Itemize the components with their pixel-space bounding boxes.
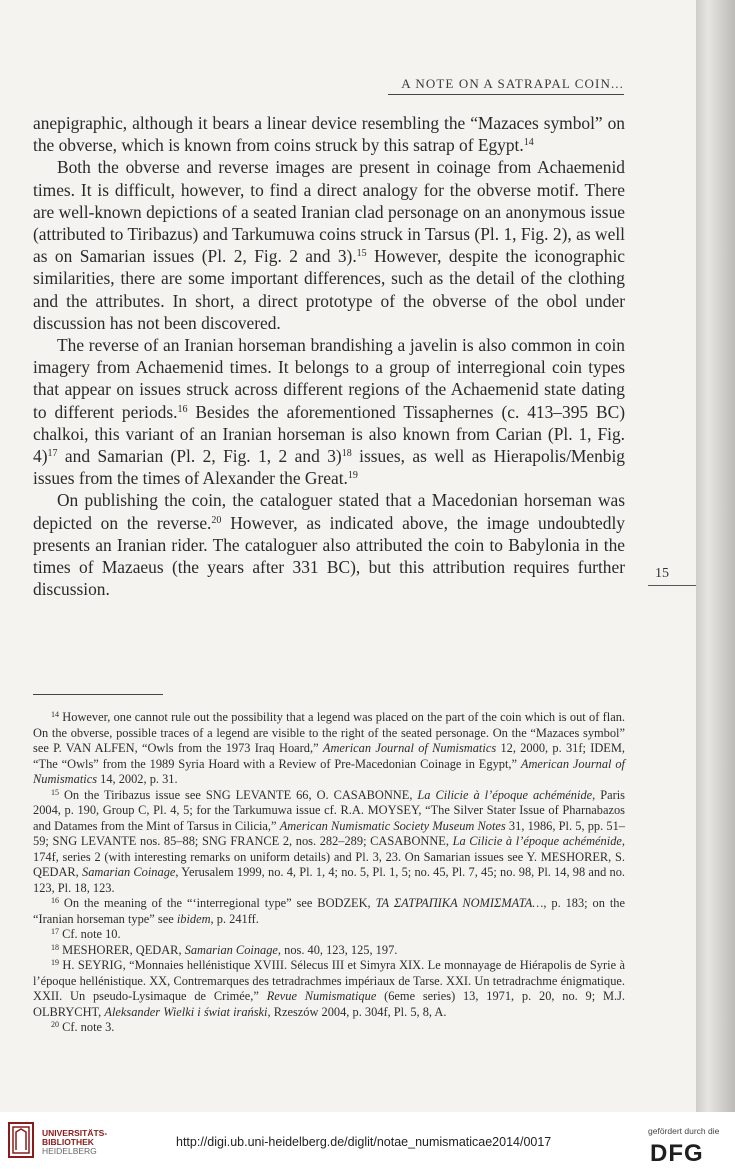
paragraph-text: Besides the aforementioned Tissaphernes (c. 413–395 BC) chalkoi, this variant of an Iranian horseman is also known from Carian (Pl. 1, Fig. 4): [33, 401, 626, 467]
footnote-text: 12, 2000, p. 31f; IDEM, “The “Owls” from the 1989 Syria Hoard with a Review of Pre-Macedonian Coinage in Egypt,”: [33, 741, 625, 771]
page-number-rule: [648, 585, 696, 586]
footnote-text: On the Tiribazus issue see SNG LEVANTE 66, O. CASABONNE,: [59, 787, 418, 802]
paragraph-text: The reverse of an Iranian horseman brandishing a javelin is also common in coin imagery from Achaemenid times. It belongs to a group of interregional coin types that appear on issues struck across different regions of the Achaemenid state dating to different periods.: [33, 335, 625, 422]
footnote-title: ibidem: [176, 911, 211, 926]
footnote-title: Revue Numismatique: [266, 989, 377, 1003]
footnote-ref[interactable]: 19: [347, 470, 358, 482]
footnote-text: On the meaning of the “‘interregional type” see BODZEK,: [59, 896, 376, 910]
paragraph-text: anepigraphic, although it bears a linear device resembling the “Mazaces symbol” on the obverse, which is known from coins struck by this satrap of Egypt.: [33, 113, 625, 156]
university-seal-icon[interactable]: [8, 1122, 34, 1158]
footnote-ref[interactable]: 20: [211, 514, 222, 526]
footnote-title: Samarian Coinage: [184, 942, 278, 957]
footnote-title: American Journal of Numismatics: [33, 756, 625, 786]
body-text: [33, 112, 625, 600]
footnote-text: However, one cannot rule out the possibility that a legend was placed on the part of the coin which is out of flan. On the obverse, possible traces of a legend are visible to the right of the seated personage. On the “Mazaces symbol” see P. VAN ALFEN, “Owls from the 1973 Iraq Hoard,”: [33, 710, 625, 755]
footnote-ref[interactable]: 18: [341, 448, 352, 460]
footnote-number: 19: [51, 958, 59, 967]
header-rule: [388, 94, 624, 95]
footnote-title: Aleksander Wielki i świat irański: [104, 1004, 268, 1019]
footnote-text: , p. 241ff.: [210, 911, 259, 926]
footnote-14: [33, 710, 625, 788]
footnote-text: , Yerusalem 1999, no. 4, Pl. 1, 4; no. 5, Pl. 1, 5; no. 45, Pl. 7, 45; no. 98, Pl. 14, 98 and no. 123, Pl. 18, 123.: [33, 865, 626, 895]
running-head: A NOTE ON A SATRAPAL COIN...: [401, 76, 624, 91]
paragraph-3: [33, 334, 625, 489]
book-edge: [696, 0, 735, 1112]
footnote-number: 17: [51, 927, 59, 936]
footnote-text: (6eme series) 13, 1971, p. 20, no. 9; M.J. OLBRYCHT,: [33, 989, 625, 1019]
footnote-text: Cf. note 3.: [59, 1020, 115, 1034]
footnote-number: 15: [51, 787, 59, 797]
footnote-15: [33, 788, 625, 897]
paragraph-text: However, as indicated above, the image undoubtedly presents an Iranian rider. The cataloguer also attributed the coin to Babylonia in the times of Mazaeus (the years after 331 BC), but this attribution requires further discussion.: [33, 512, 625, 600]
footnote-separator: [33, 694, 163, 695]
footnote-text: Cf. note 10.: [59, 927, 121, 941]
footnote-number: 20: [51, 1020, 59, 1029]
footnote-title: American Numismatic Society Museum Notes: [279, 818, 506, 833]
footnote-ref[interactable]: 15: [356, 248, 367, 260]
paragraph-text: Both the obverse and reverse images are present in coinage from Achaemenid times. It is difficult, however, to find a direct analogy for the obverse motif. There are well-known depictions of a seated Iranian clad personage on an anonymous issue (attributed to Tiribazus) and Tarkumuwa coins struck in Tarsus (Pl. 1, Fig. 2), as well as on Samarian issues (Pl. 2, Fig. 2 and 3).: [33, 157, 625, 267]
paragraph-1: [33, 112, 625, 156]
footnote-title: La Cilicie à l’époque achéménide: [452, 834, 622, 848]
footnote-text: , p. 183; on the “Iranian horseman type” see: [33, 896, 626, 926]
footnote-ref[interactable]: 16: [177, 403, 188, 415]
paragraph-text: On publishing the coin, the cataloguer stated that a Macedonian horseman was depicted on the reverse.: [33, 490, 625, 533]
footnote-number: 18: [51, 942, 59, 952]
dfg-logo[interactable]: DFG: [650, 1140, 704, 1167]
paragraph-text: issues, as well as Hierapolis/Menbig issues from the times of Alexander the Great.: [33, 446, 625, 489]
footnote-ref[interactable]: 17: [47, 448, 58, 460]
footnote-19: [33, 958, 625, 1020]
funding-label: gefördert durch die: [648, 1126, 720, 1136]
paragraph-text: and Samarian (Pl. 2, Fig. 1, 2 and 3): [57, 446, 342, 467]
paragraph-2: [33, 156, 625, 334]
footnote-text: MESHORER, QEDAR,: [59, 942, 185, 957]
footnote-title: American Journal of Numismatics: [322, 741, 497, 755]
paragraph-text: However, despite the iconographic similarities, there are some important differences, such as the detail of the clothing and the attributes. In short, a direct prototype of the obverse of the obol under discussion has not been discovered.: [33, 246, 625, 333]
footnotes: [33, 710, 625, 1036]
footnote-text: 14, 2002, p. 31.: [97, 772, 178, 786]
footnote-16: [33, 896, 625, 927]
footnote-text: , nos. 40, 123, 125, 197.: [277, 942, 398, 957]
footnote-number: 16: [51, 896, 59, 905]
footnote-text: H. SEYRIG, “Monnaies hellénistique XVIII. Sélecus III et Simyra XIX. Le monnayage de Hiérapolis de Syrie à l’époque hellénistique. XX, Contremarques des tetradrachmes impériaux de Tarse. XXI. Un tetradrachme énigmatique. XXII. Un pseudo-Lysimaque de Crimée,”: [33, 958, 625, 1003]
footnote-number: 14: [51, 710, 59, 719]
viewer-footer: [0, 1112, 735, 1169]
footnote-title: ΤΑ ΣΑΤΡΑΠΙΚΑ ΝΟΜΙΣΜΑΤΑ…: [375, 896, 544, 910]
footnote-17: [33, 927, 625, 943]
footnote-text: 31, 1986, Pl. 5, pp. 51–59; SNG LEVANTE nos. 85–88; SNG FRANCE 2, nos. 282–289; CASABONNE,: [33, 818, 625, 848]
university-name-line: UNIVERSITÄTS-: [42, 1128, 108, 1138]
paragraph-4: [33, 489, 625, 600]
footnote-text: , 174f, series 2 (with interesting remarks on uniform details) and Pl. 3, 23. On Samarian issues see Y. MESHORER, S. QEDAR,: [33, 834, 625, 879]
university-name-line: HEIDELBERG: [42, 1146, 97, 1156]
university-name-line: BIBLIOTHEK: [42, 1137, 94, 1147]
permalink-url[interactable]: http://digi.ub.uni-heidelberg.de/diglit/notae_numismaticae2014/0017: [176, 1135, 552, 1149]
university-library-name[interactable]: [42, 1129, 107, 1156]
footnote-text: , Rzeszów 2004, p. 304f, Pl. 5, 8, A.: [267, 1004, 447, 1019]
footnote-18: [33, 943, 625, 959]
footnote-text: , Paris 2004, p. 190, Group C, Pl. 4, 5; for the Tarkumuwa issue cf. R.A. MOYSEY, “The Silver Stater Issue of Pharnabazos and Datames from the Mint of Tarsus in Cilicia,”: [33, 787, 625, 833]
footnote-ref[interactable]: 14: [523, 137, 534, 149]
footnote-title: La Cilicie à l’époque achéménide: [417, 787, 593, 802]
footnote-20: [33, 1020, 625, 1036]
footnote-title: Samarian Coinage: [82, 865, 176, 879]
page-number: 15: [655, 566, 669, 581]
